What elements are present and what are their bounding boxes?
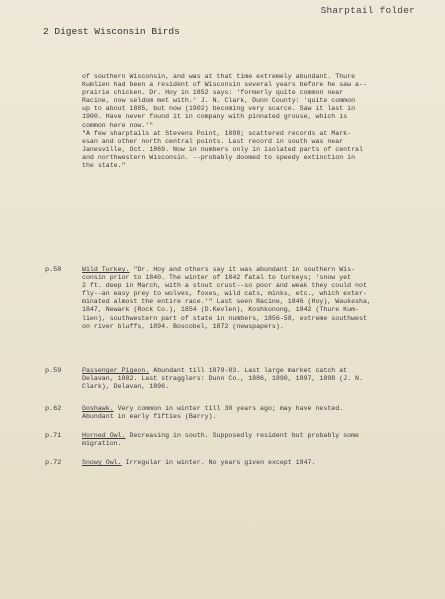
entry-line: Goshawk. Very common in winter till 30 years ago; may have nested.: [82, 405, 344, 412]
species-entry: [82, 432, 359, 448]
page-reference: p.62: [45, 405, 62, 413]
intro-line: "A few sharptails at Stevens Point, 1898; scattered records at Mark-: [82, 129, 352, 137]
page-reference: p.58: [45, 266, 62, 274]
entry-line: 1847, Newark (Rock Co.), 1854 (D.Kevlen), Koshkonong, 1842 (Thure Kum-: [82, 306, 359, 314]
page-reference: p.72: [45, 459, 62, 467]
entry-line: Snowy Owl. Irregular in winter. No years given except 1847.: [82, 459, 316, 466]
entry-line: Horned Owl. Decreasing in south. Supposedly resident but probably some: [82, 432, 359, 439]
intro-line: common here now.'": [82, 121, 154, 129]
intro-line: esan and other north central points. Last record in south was near: [82, 137, 344, 145]
entry-line: on river bluffs, 1894. Boscobel, 1872 (newspapers).: [82, 322, 284, 330]
species-entry: [82, 266, 371, 331]
entry-line: minated almost the entire race.'" Last seen Racine, 1846 (Hoy), Waukesha,: [82, 298, 371, 306]
entry-line: consin prior to 1840. The winter of 1842 fatal to turkeys; 'snow yet: [82, 274, 352, 282]
species-name: Passenger Pigeon.: [82, 367, 150, 374]
entry-line: Wild Turkey. "Dr. Hoy and others say it was abundant in southern Wis-: [82, 266, 356, 273]
page-reference: p.59: [45, 367, 62, 375]
entry-line: Passenger Pigeon. Abundant till 1879-83. Last large market catch at: [82, 367, 348, 374]
species-name: Snowy Owl.: [82, 459, 122, 466]
intro-line: the state.": [82, 162, 126, 170]
species-entry: [82, 367, 363, 391]
entry-line: fly--an easy prey to wolves, foxes, wild cats, minks, etc., which exter-: [82, 290, 367, 298]
intro-line: up to about 1885, but now (1902) becoming very scarce. Saw it last in: [82, 105, 356, 113]
folder-label: Sharptail folder: [320, 5, 415, 16]
page-header: 2 Digest Wisconsin Birds: [43, 26, 180, 37]
intro-line: 1900. Have never found it in company with pinnated grouse, which is: [82, 113, 348, 121]
species-entry: [82, 405, 343, 421]
entry-line: migration.: [82, 440, 122, 448]
entry-line: Delavan, 1882. Last stragglers: Dunn Co., 1886, 1890, 1897, 1898 (J. N.: [82, 375, 363, 383]
intro-line: prairie chicken. Dr. Hoy in 1852 says: 'formerly quite common near: [82, 89, 344, 97]
species-name: Horned Owl.: [82, 432, 126, 439]
intro-line: Racine, now seldom met with.' J. N. Clark, Dunn County: 'quite common: [82, 97, 356, 105]
entry-line: 2 ft. deep in March, with a stout crust--so poor and weak they could not: [82, 282, 367, 290]
page-reference: p.71: [45, 432, 62, 440]
intro-paragraph: [82, 73, 367, 170]
species-entry: [82, 459, 315, 467]
entry-line: lien), southwestern part of state in numbers, 1856-58, extreme southwest: [82, 314, 367, 322]
entry-line: Abundant in early fifties (Barry).: [82, 413, 217, 421]
entry-line: Clark), Delavan, 1896.: [82, 383, 170, 391]
intro-line: Kumlien had been a resident of Wisconsin several years before he saw a--: [82, 81, 367, 89]
species-name: Goshawk.: [82, 405, 114, 412]
intro-line: and northwestern Wisconsin. --probably doomed to speedy extinction in: [82, 153, 356, 161]
species-name: Wild Turkey.: [82, 266, 130, 273]
intro-line: of southern Wisconsin, and was at that time extremely abundant. Thure: [82, 73, 356, 80]
intro-line: Janesville, Oct. 1869. Now in numbers only in isolated parts of central: [82, 145, 363, 153]
